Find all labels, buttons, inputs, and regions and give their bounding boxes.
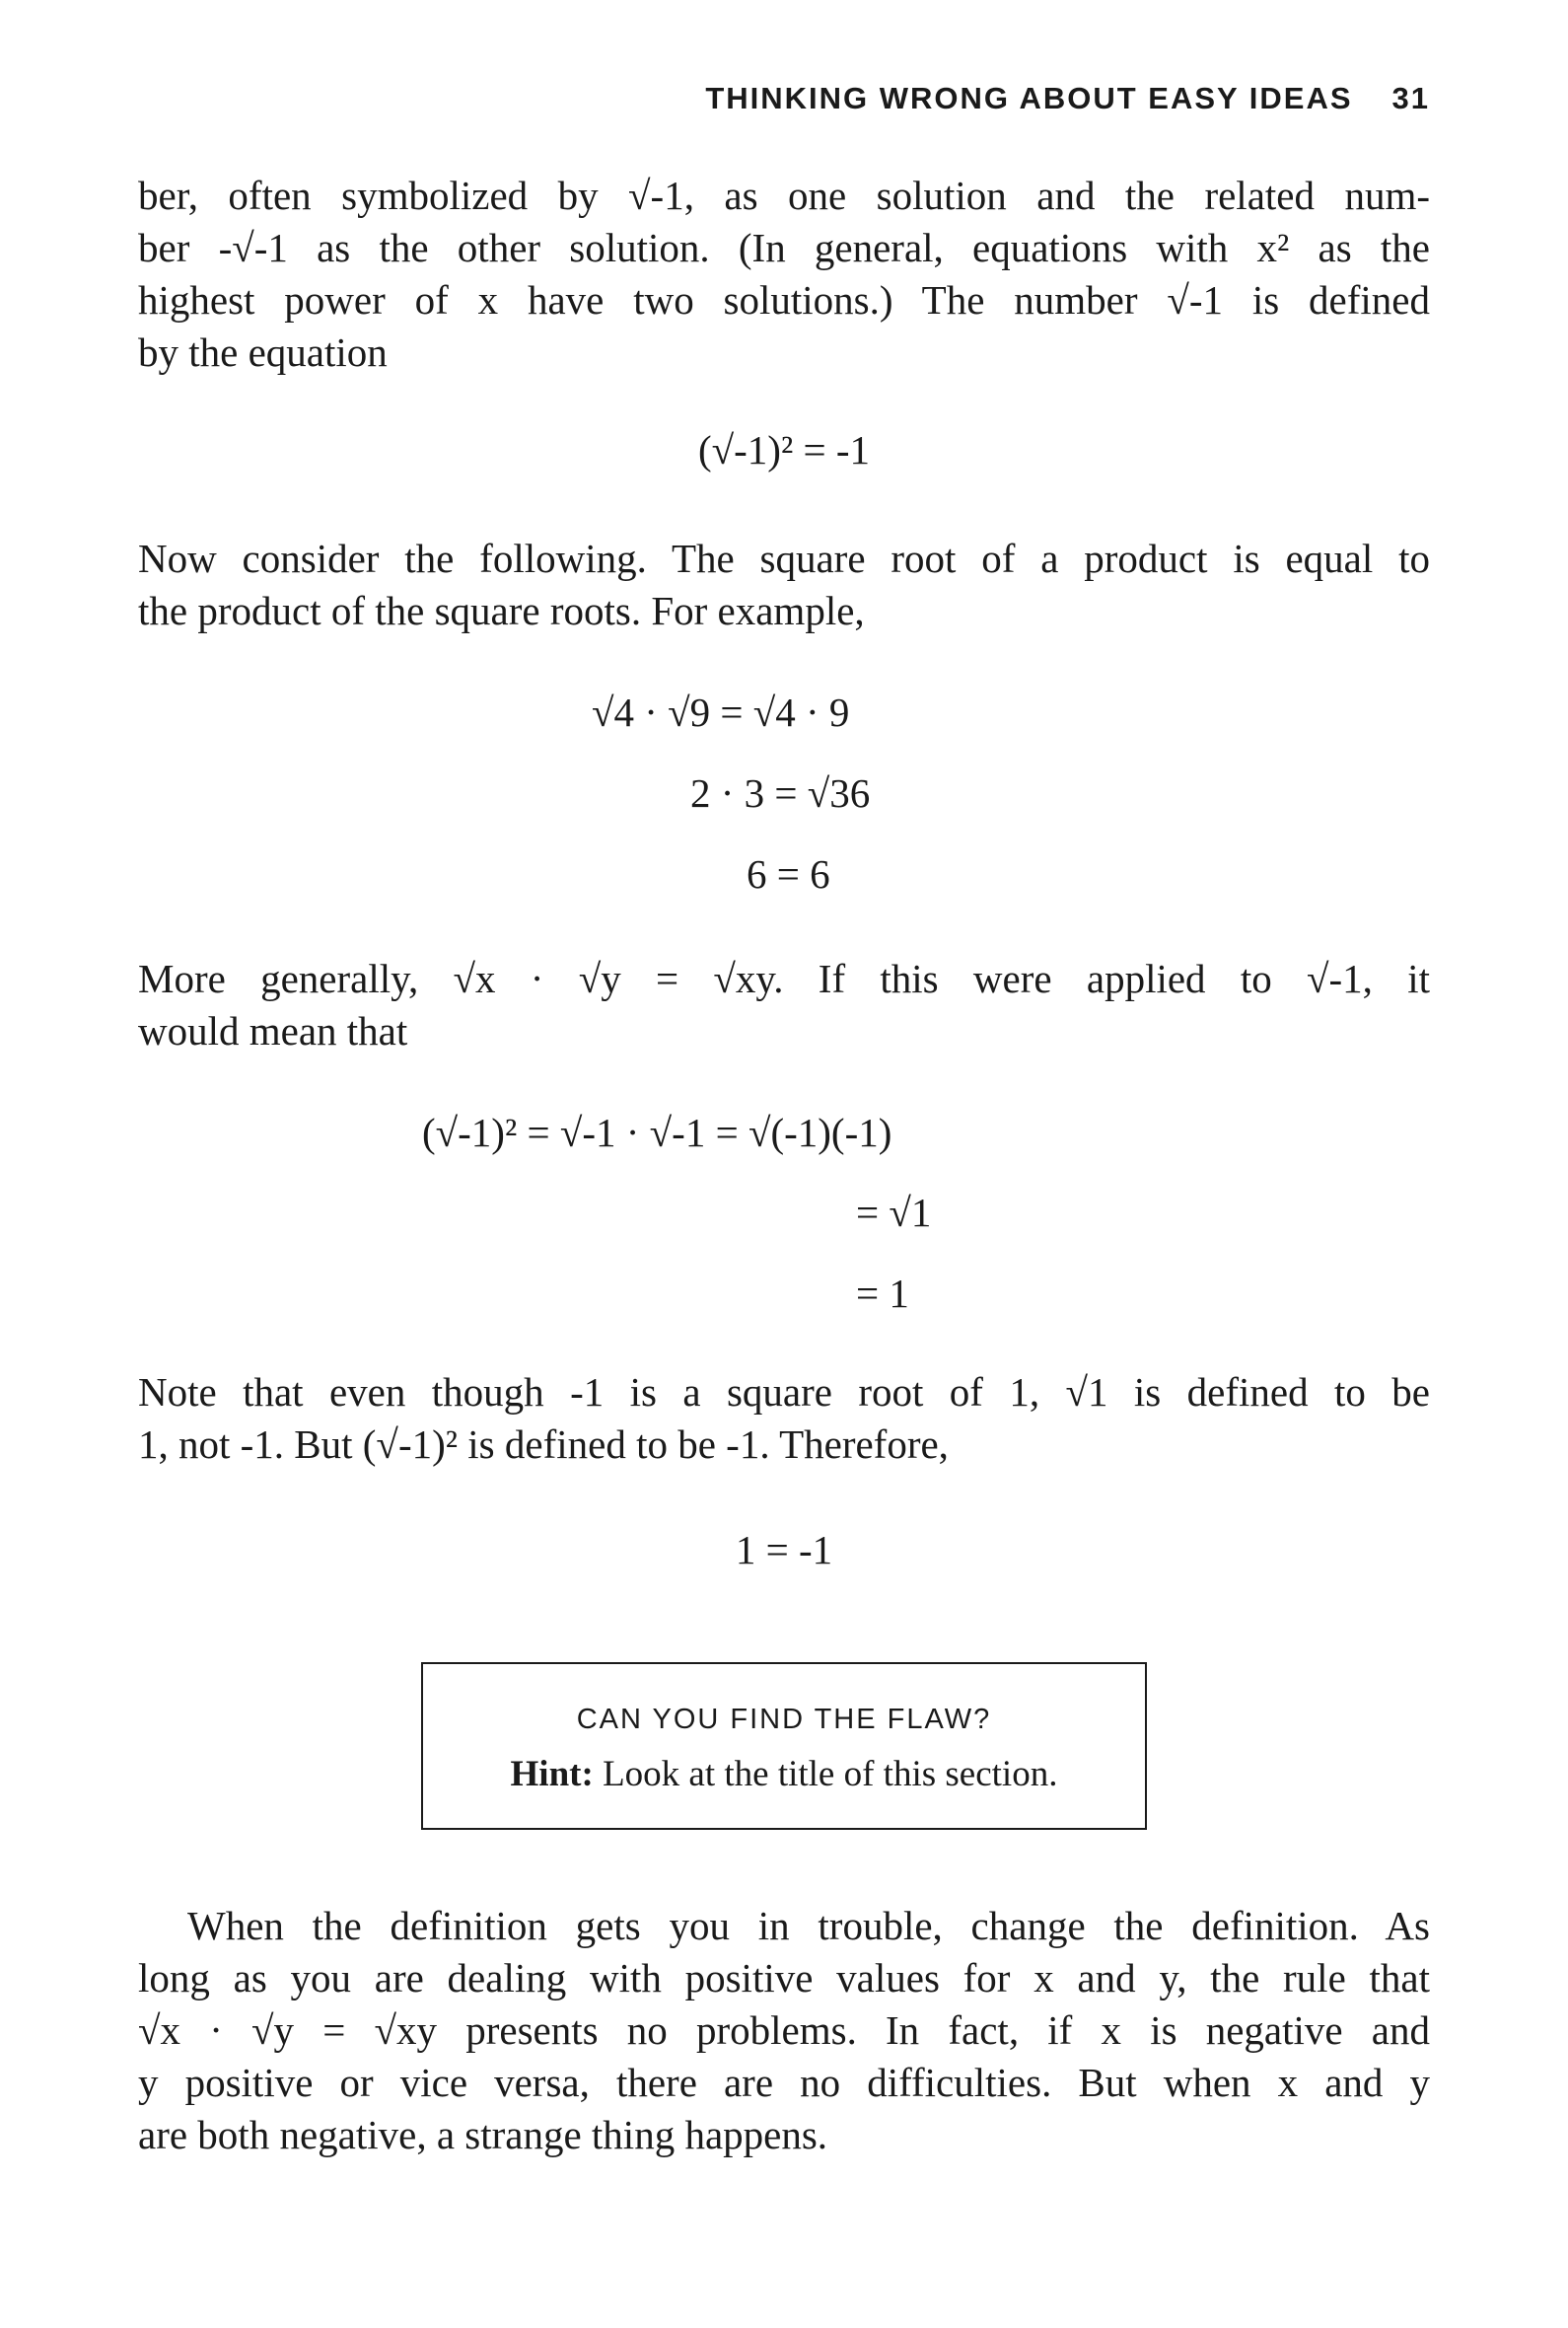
paragraph-line: long as you are dealing with positive values for x and y, the rule that	[138, 1955, 1430, 2001]
hint-label: Hint:	[510, 1754, 594, 1794]
paragraph-line: √x · √y = √xy presents no problems. In fact, if x is negative and	[138, 2007, 1430, 2053]
paragraph-4	[138, 1366, 1430, 1471]
paragraph-1	[138, 170, 1430, 379]
paragraph-line: Now consider the following. The square root of a product is equal to	[138, 536, 1430, 581]
paragraph-line: the product of the square roots. For example,	[138, 588, 865, 633]
paragraph-5	[138, 1900, 1430, 2161]
equation-example-line-3: 6 = 6	[747, 851, 830, 897]
paragraph-line: Note that even though -1 is a square root of 1, √1 is defined to be	[138, 1369, 1430, 1415]
hint-text: Look at the title of this section.	[603, 1754, 1058, 1794]
paragraph-line: by the equation	[138, 329, 388, 375]
equation-example-line-2: 2 · 3 = √36	[690, 770, 871, 816]
paragraph-line: would mean that	[138, 1008, 408, 1054]
paragraph-2	[138, 533, 1430, 637]
paragraph-line: are both negative, a strange thing happens.	[138, 2112, 828, 2157]
equation-proof-line-3: = 1	[856, 1271, 909, 1316]
flaw-callout-box	[421, 1662, 1147, 1830]
paragraph-line: ber, often symbolized by √-1, as one solution and the related num-	[138, 173, 1430, 218]
paragraph-line: More generally, √x · √y = √xy. If this were applied to √-1, it	[138, 956, 1430, 1001]
paragraph-line: 1, not -1. But (√-1)² is defined to be -1. Therefore,	[138, 1421, 949, 1467]
equation-proof-line-1: (√-1)² = √-1 · √-1 = √(-1)(-1)	[422, 1110, 892, 1155]
flaw-hint	[423, 1753, 1145, 1795]
equation-example-line-1: √4 · √9 = √4 · 9	[592, 690, 850, 735]
page-number: 31	[1391, 81, 1430, 115]
paragraph-line: ber -√-1 as the other solution. (In general, equations with x² as the	[138, 225, 1430, 270]
paragraph-line: When the definition gets you in trouble, change the definition. As	[187, 1903, 1430, 1948]
equation-definition: (√-1)² = -1	[697, 427, 871, 473]
equation-proof-line-2: = √1	[856, 1190, 932, 1235]
flaw-title: CAN YOU FIND THE FLAW?	[576, 1704, 992, 1735]
paragraph-line: highest power of x have two solutions.) The number √-1 is defined	[138, 277, 1430, 323]
running-head	[705, 81, 1430, 116]
equation-conclusion: 1 = -1	[735, 1527, 833, 1572]
running-title: THINKING WRONG ABOUT EASY IDEAS	[705, 81, 1353, 115]
paragraph-3	[138, 953, 1430, 1057]
paragraph-line: y positive or vice versa, there are no difficulties. But when x and y	[138, 2060, 1430, 2105]
